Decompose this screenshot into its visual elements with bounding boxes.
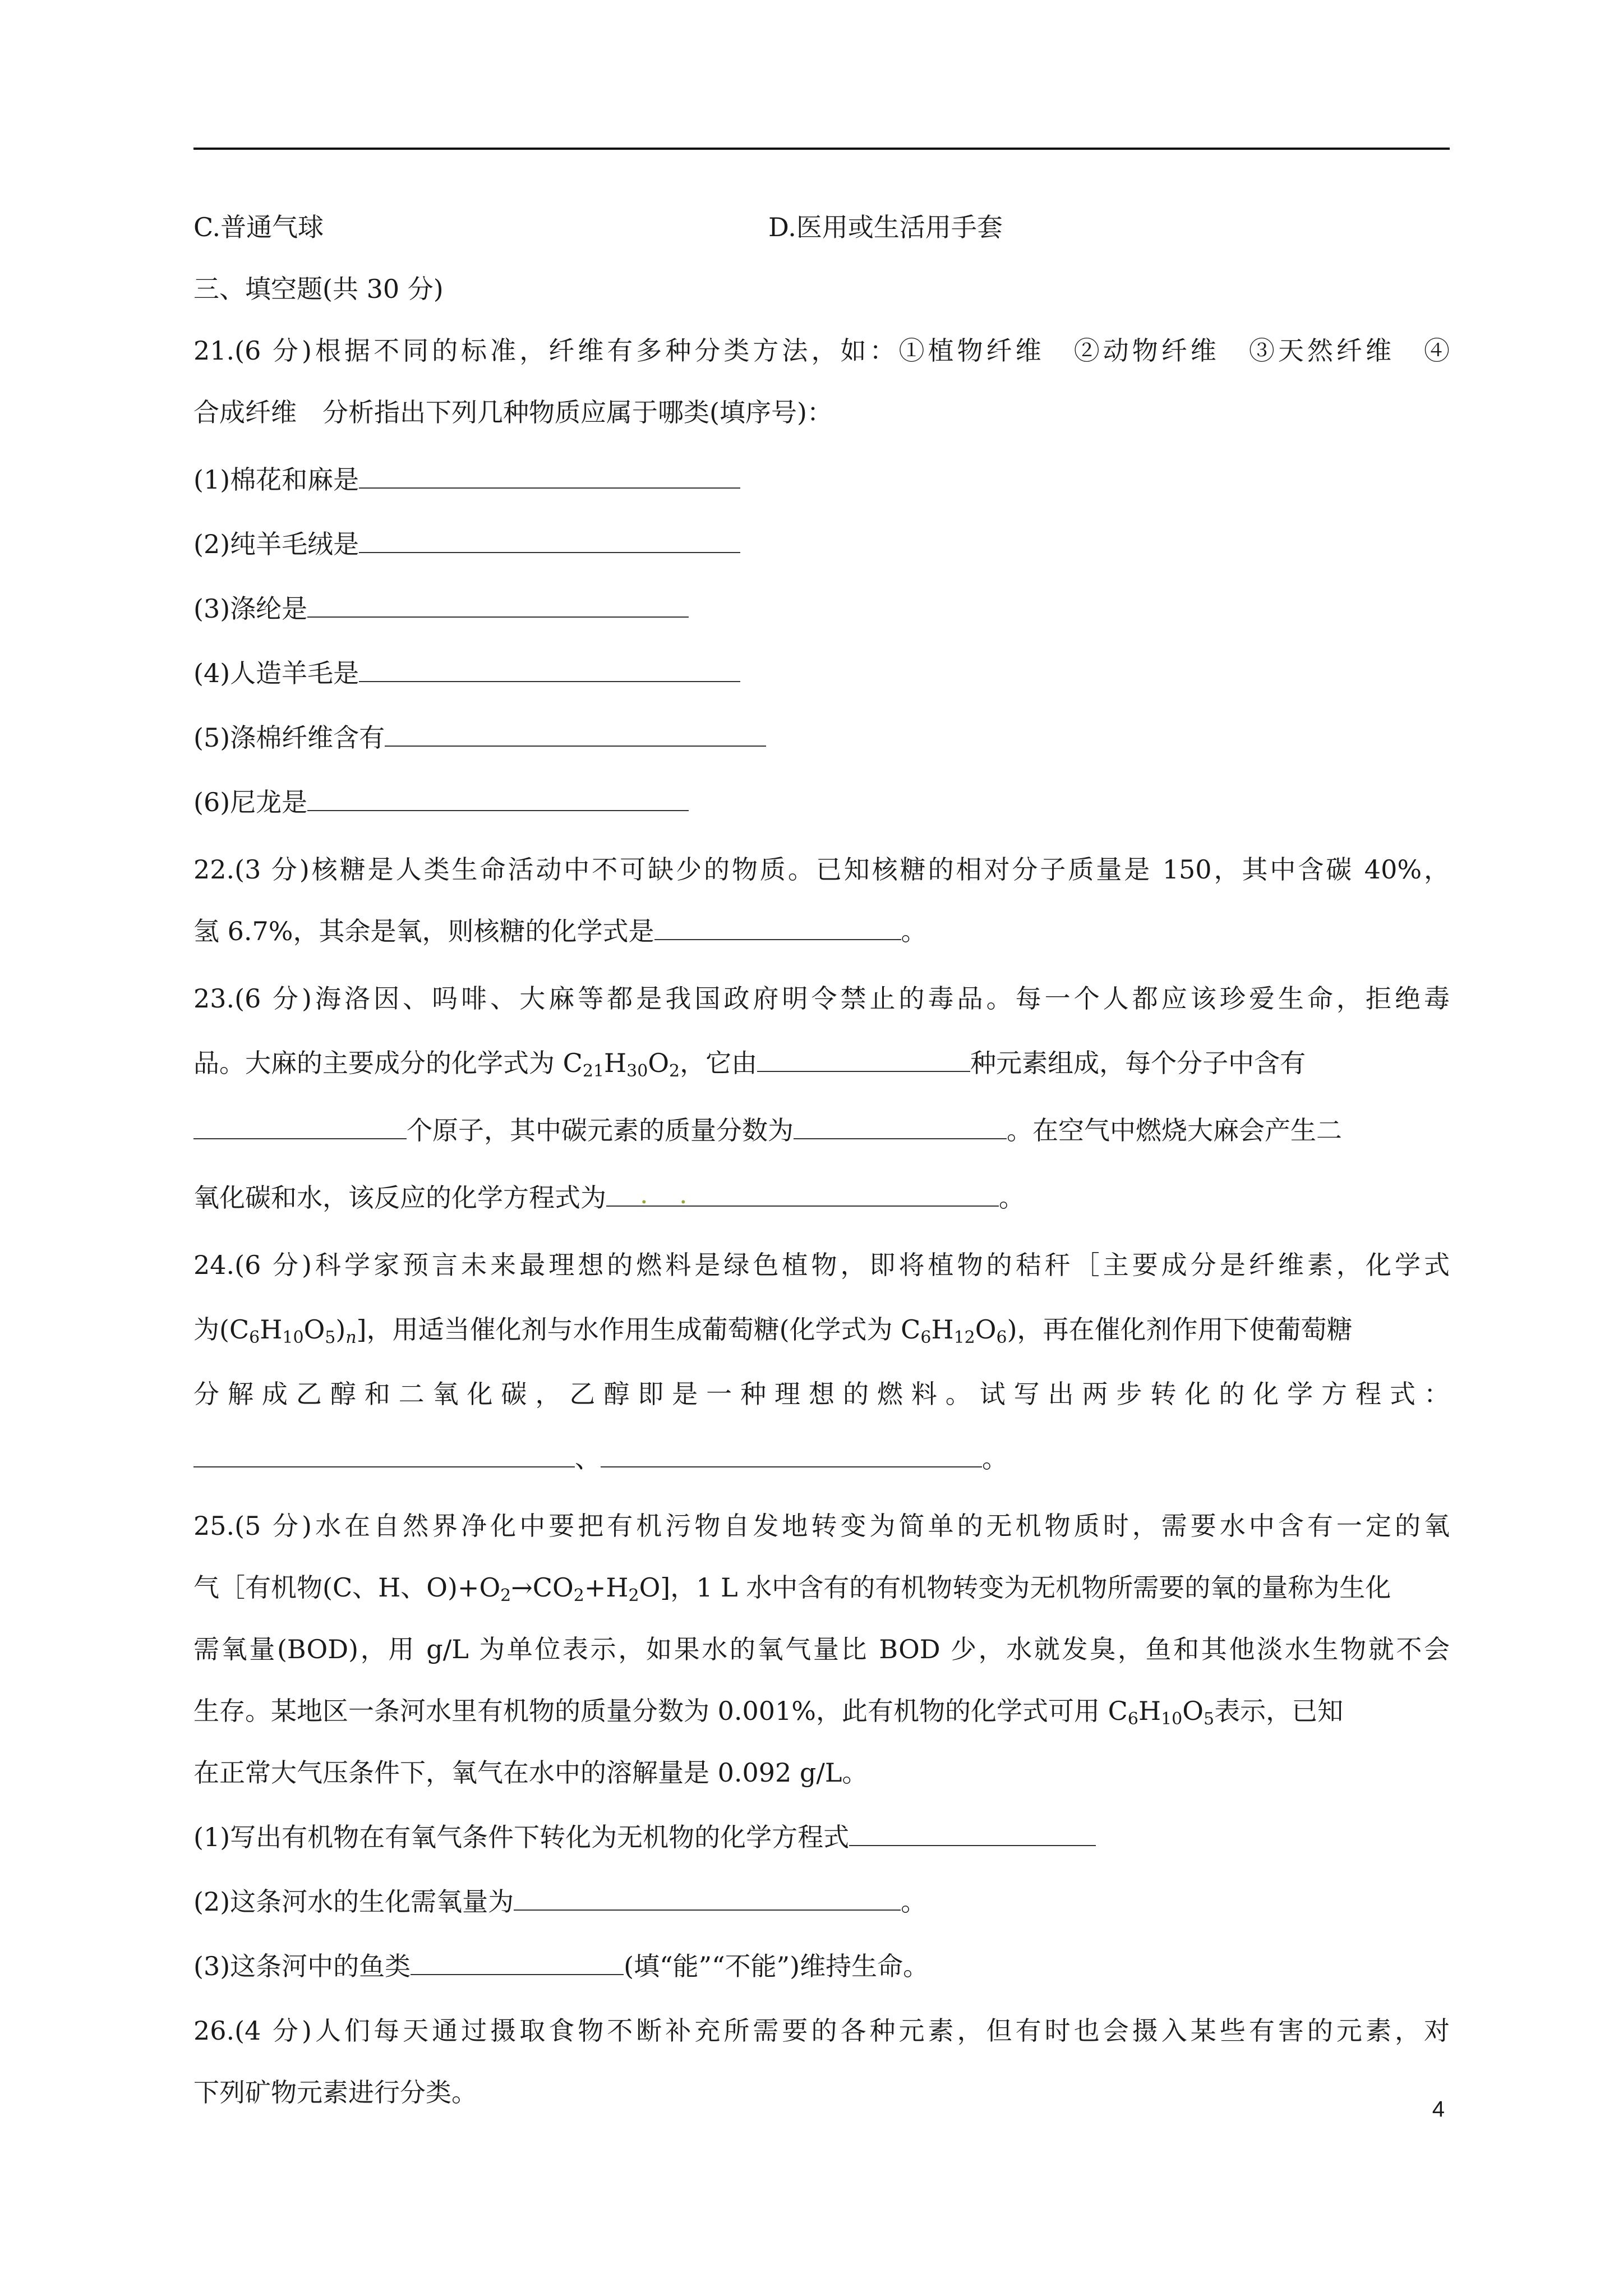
q25-text: +H — [584, 1572, 629, 1603]
q22-text: 氢 6.7%，其余是氧，则核糖的化学式是 — [193, 916, 654, 946]
q24-text: 为(C — [193, 1314, 250, 1345]
q22-period: 。 — [901, 916, 927, 946]
subscript: 10 — [282, 1328, 304, 1347]
q25-line5: 在正常大气压条件下，氧气在水中的溶解量是 0.092 g/L。 — [193, 1757, 868, 1788]
stray-mark: . — [640, 1179, 648, 1209]
answer-blank[interactable] — [359, 522, 740, 553]
subscript: 6 — [996, 1328, 1007, 1347]
q25-sub2 — [193, 1879, 1450, 1924]
q22-line2 — [193, 909, 1450, 954]
q25-line1: 25.(5 分)水在自然界净化中要把有机污物自发地转变为简单的无机物质时，需要水中含有一定的氧 — [193, 1511, 1450, 1541]
q22-line1: 22.(3 分)核糖是人类生命活动中不可缺少的物质。已知核糖的相对分子质量是 150，其中含碳 40%， — [193, 854, 1450, 885]
subscript: 6 — [920, 1328, 932, 1347]
q21-item-5 — [193, 715, 1450, 760]
q23-text: 种元素组成，每个分子中含有 — [970, 1048, 1306, 1078]
q23-text: 品。大麻的主要成分的化学式为 C — [193, 1048, 583, 1078]
q25-text: H — [1138, 1696, 1161, 1726]
q23-line4 — [193, 1175, 1450, 1220]
answer-blank[interactable] — [411, 1944, 624, 1975]
answer-blank[interactable] — [193, 1436, 575, 1467]
q25-text: →CO — [511, 1572, 574, 1603]
q25-text: (2)这条河水的生化需氧量为 — [193, 1887, 514, 1917]
answer-blank[interactable] — [757, 1041, 970, 1072]
q23-text: 。在空气中燃烧大麻会产生二 — [1007, 1115, 1342, 1145]
q21-stem-line2: 合成纤维 分析指出下列几种物质应属于哪类(填序号)： — [193, 397, 833, 427]
q25-text: 生存。某地区一条河水里有机物的质量分数为 0.001%，此有机物的化学式可用 C — [193, 1696, 1128, 1726]
options-line — [193, 205, 1450, 250]
header-rule — [193, 148, 1450, 150]
subscript: 12 — [953, 1328, 975, 1347]
q21-item-2 — [193, 522, 1450, 567]
q23-text: O — [648, 1048, 670, 1078]
q24-text: H — [260, 1314, 283, 1345]
answer-blank[interactable] — [601, 1436, 982, 1467]
answer-blank[interactable] — [359, 651, 740, 682]
q21-item-3 — [193, 586, 1450, 631]
q26-line1: 26.(4 分)人们每天通过摄取食物不断补充所需要的各种元素，但有时也会摄入某些有害的元素，对 — [193, 2016, 1450, 2046]
answer-blank[interactable] — [307, 780, 689, 811]
q23-text: 个原子，其中碳元素的质量分数为 — [407, 1115, 794, 1145]
option-d: D.医用或生活用手套 — [768, 212, 1003, 242]
q23-line1: 23.(6 分)海洛因、吗啡、大麻等都是我国政府明令禁止的毒品。每一个人都应该珍爱生命，拒绝毒 — [193, 983, 1450, 1014]
q23-text: 氧化碳和水，该反应的化学方程式为 — [193, 1182, 606, 1213]
q25-text: 气［有机物(C、H、O)+O — [193, 1572, 501, 1603]
subscript: 2 — [500, 1586, 511, 1605]
q25-line4 — [193, 1688, 1450, 1733]
q25-text: (1)写出有机物在有氧气条件下转化为无机物的化学方程式 — [193, 1822, 850, 1852]
stray-mark: . — [679, 1179, 688, 1209]
q21-stem-line1: 21.(6 分)根据不同的标准，纤维有多种分类方法，如：①植物纤维 ②动物纤维 ③天然纤维 ④ — [193, 335, 1450, 366]
subscript: 5 — [1203, 1709, 1215, 1729]
q25-period: 。 — [901, 1887, 927, 1917]
answer-blank[interactable] — [794, 1108, 1007, 1139]
subscript: n — [345, 1328, 357, 1347]
q21-item-label: (2)纯羊毛绒是 — [193, 529, 359, 559]
q21-item-label: (5)涤棉纤维含有 — [193, 723, 385, 753]
q24-line3: 分解成乙醇和二氧化碳，乙醇即是一种理想的燃料。试写出两步转化的化学方程式： — [193, 1379, 1450, 1409]
q25-text: O]，1 L 水中含有的有机物转变为无机物所需要的氧的量称为生化 — [639, 1572, 1391, 1603]
q24-line2: 为$(C_6H_{10}O_5)_n$]，用适当催化剂与水作用生成葡萄糖(化学式为 $C_6H_{12}O_6$)，再在催化剂作用下使葡萄糖 — [193, 1314, 1353, 1347]
q25-sub1 — [193, 1815, 1450, 1860]
subscript: 21 — [582, 1061, 605, 1081]
answer-blank[interactable] — [385, 715, 766, 747]
q23-line3 — [193, 1108, 1450, 1153]
q25-line2 — [193, 1565, 1450, 1610]
q23-text: H — [604, 1048, 627, 1078]
subscript: 2 — [628, 1586, 639, 1605]
q23-period: 。 — [999, 1182, 1025, 1213]
subscript: 5 — [325, 1328, 336, 1347]
answer-blank[interactable] — [359, 457, 740, 489]
q25-line3: 需氧量(BOD)，用 g/L 为单位表示，如果水的氧气量比 BOD 少，水就发臭，鱼和其他淡水生物就不会 — [193, 1634, 1450, 1664]
q23-text: ，它由 — [680, 1048, 758, 1078]
answer-blank[interactable] — [514, 1879, 901, 1911]
answer-blank[interactable] — [193, 1108, 407, 1139]
answer-blank[interactable] — [654, 909, 901, 940]
q21-item-label: (4)人造羊毛是 — [193, 658, 359, 688]
q24-line4 — [193, 1436, 1450, 1481]
q21-item-label: (3)涤纶是 — [193, 593, 308, 624]
q24-sep: 、 — [575, 1443, 601, 1474]
q24-period: 。 — [982, 1443, 1008, 1474]
q24-line1: 24.(6 分)科学家预言未来最理想的燃料是绿色植物，即将植物的秸秆［主要成分是纤维素，化学式 — [193, 1250, 1450, 1280]
q24-text: O — [303, 1314, 325, 1345]
q21-item-label: (6)尼龙是 — [193, 787, 308, 817]
subscript: 30 — [626, 1061, 648, 1081]
q24-text: O — [975, 1314, 997, 1345]
q24-text: )，再在催化剂作用下使葡萄糖 — [1007, 1314, 1353, 1345]
subscript: 2 — [573, 1586, 584, 1605]
q25-text: 表示，已知 — [1214, 1696, 1344, 1726]
subscript: 6 — [249, 1328, 260, 1347]
q25-text: (填“能”“不能”)维持生命。 — [624, 1951, 929, 1981]
q25-sub3 — [193, 1944, 1450, 1989]
q24-text: ]，用适当催化剂与水作用生成葡萄糖(化学式为 C — [356, 1314, 921, 1345]
q25-text: (3)这条河中的鱼类 — [193, 1951, 411, 1981]
q21-item-4 — [193, 651, 1450, 696]
answer-blank[interactable] — [606, 1175, 999, 1207]
section-title: 三、填空题(共 30 分) — [193, 274, 444, 304]
q23-line2 — [193, 1041, 1450, 1085]
subscript: 10 — [1161, 1709, 1183, 1729]
q26-line2: 下列矿物元素进行分类。 — [193, 2077, 477, 2108]
page-number: 4 — [1432, 2097, 1445, 2122]
subscript: 2 — [669, 1061, 680, 1081]
q21-item-6 — [193, 780, 1450, 825]
q21-item-1 — [193, 457, 1450, 502]
answer-blank[interactable] — [849, 1815, 1096, 1846]
answer-blank[interactable] — [307, 586, 689, 618]
q21-item-label: (1)棉花和麻是 — [193, 464, 359, 495]
q25-text: O — [1182, 1696, 1204, 1726]
subscript: 6 — [1127, 1709, 1138, 1729]
option-c: C.普通气球 — [193, 212, 324, 242]
q24-text: H — [931, 1314, 954, 1345]
